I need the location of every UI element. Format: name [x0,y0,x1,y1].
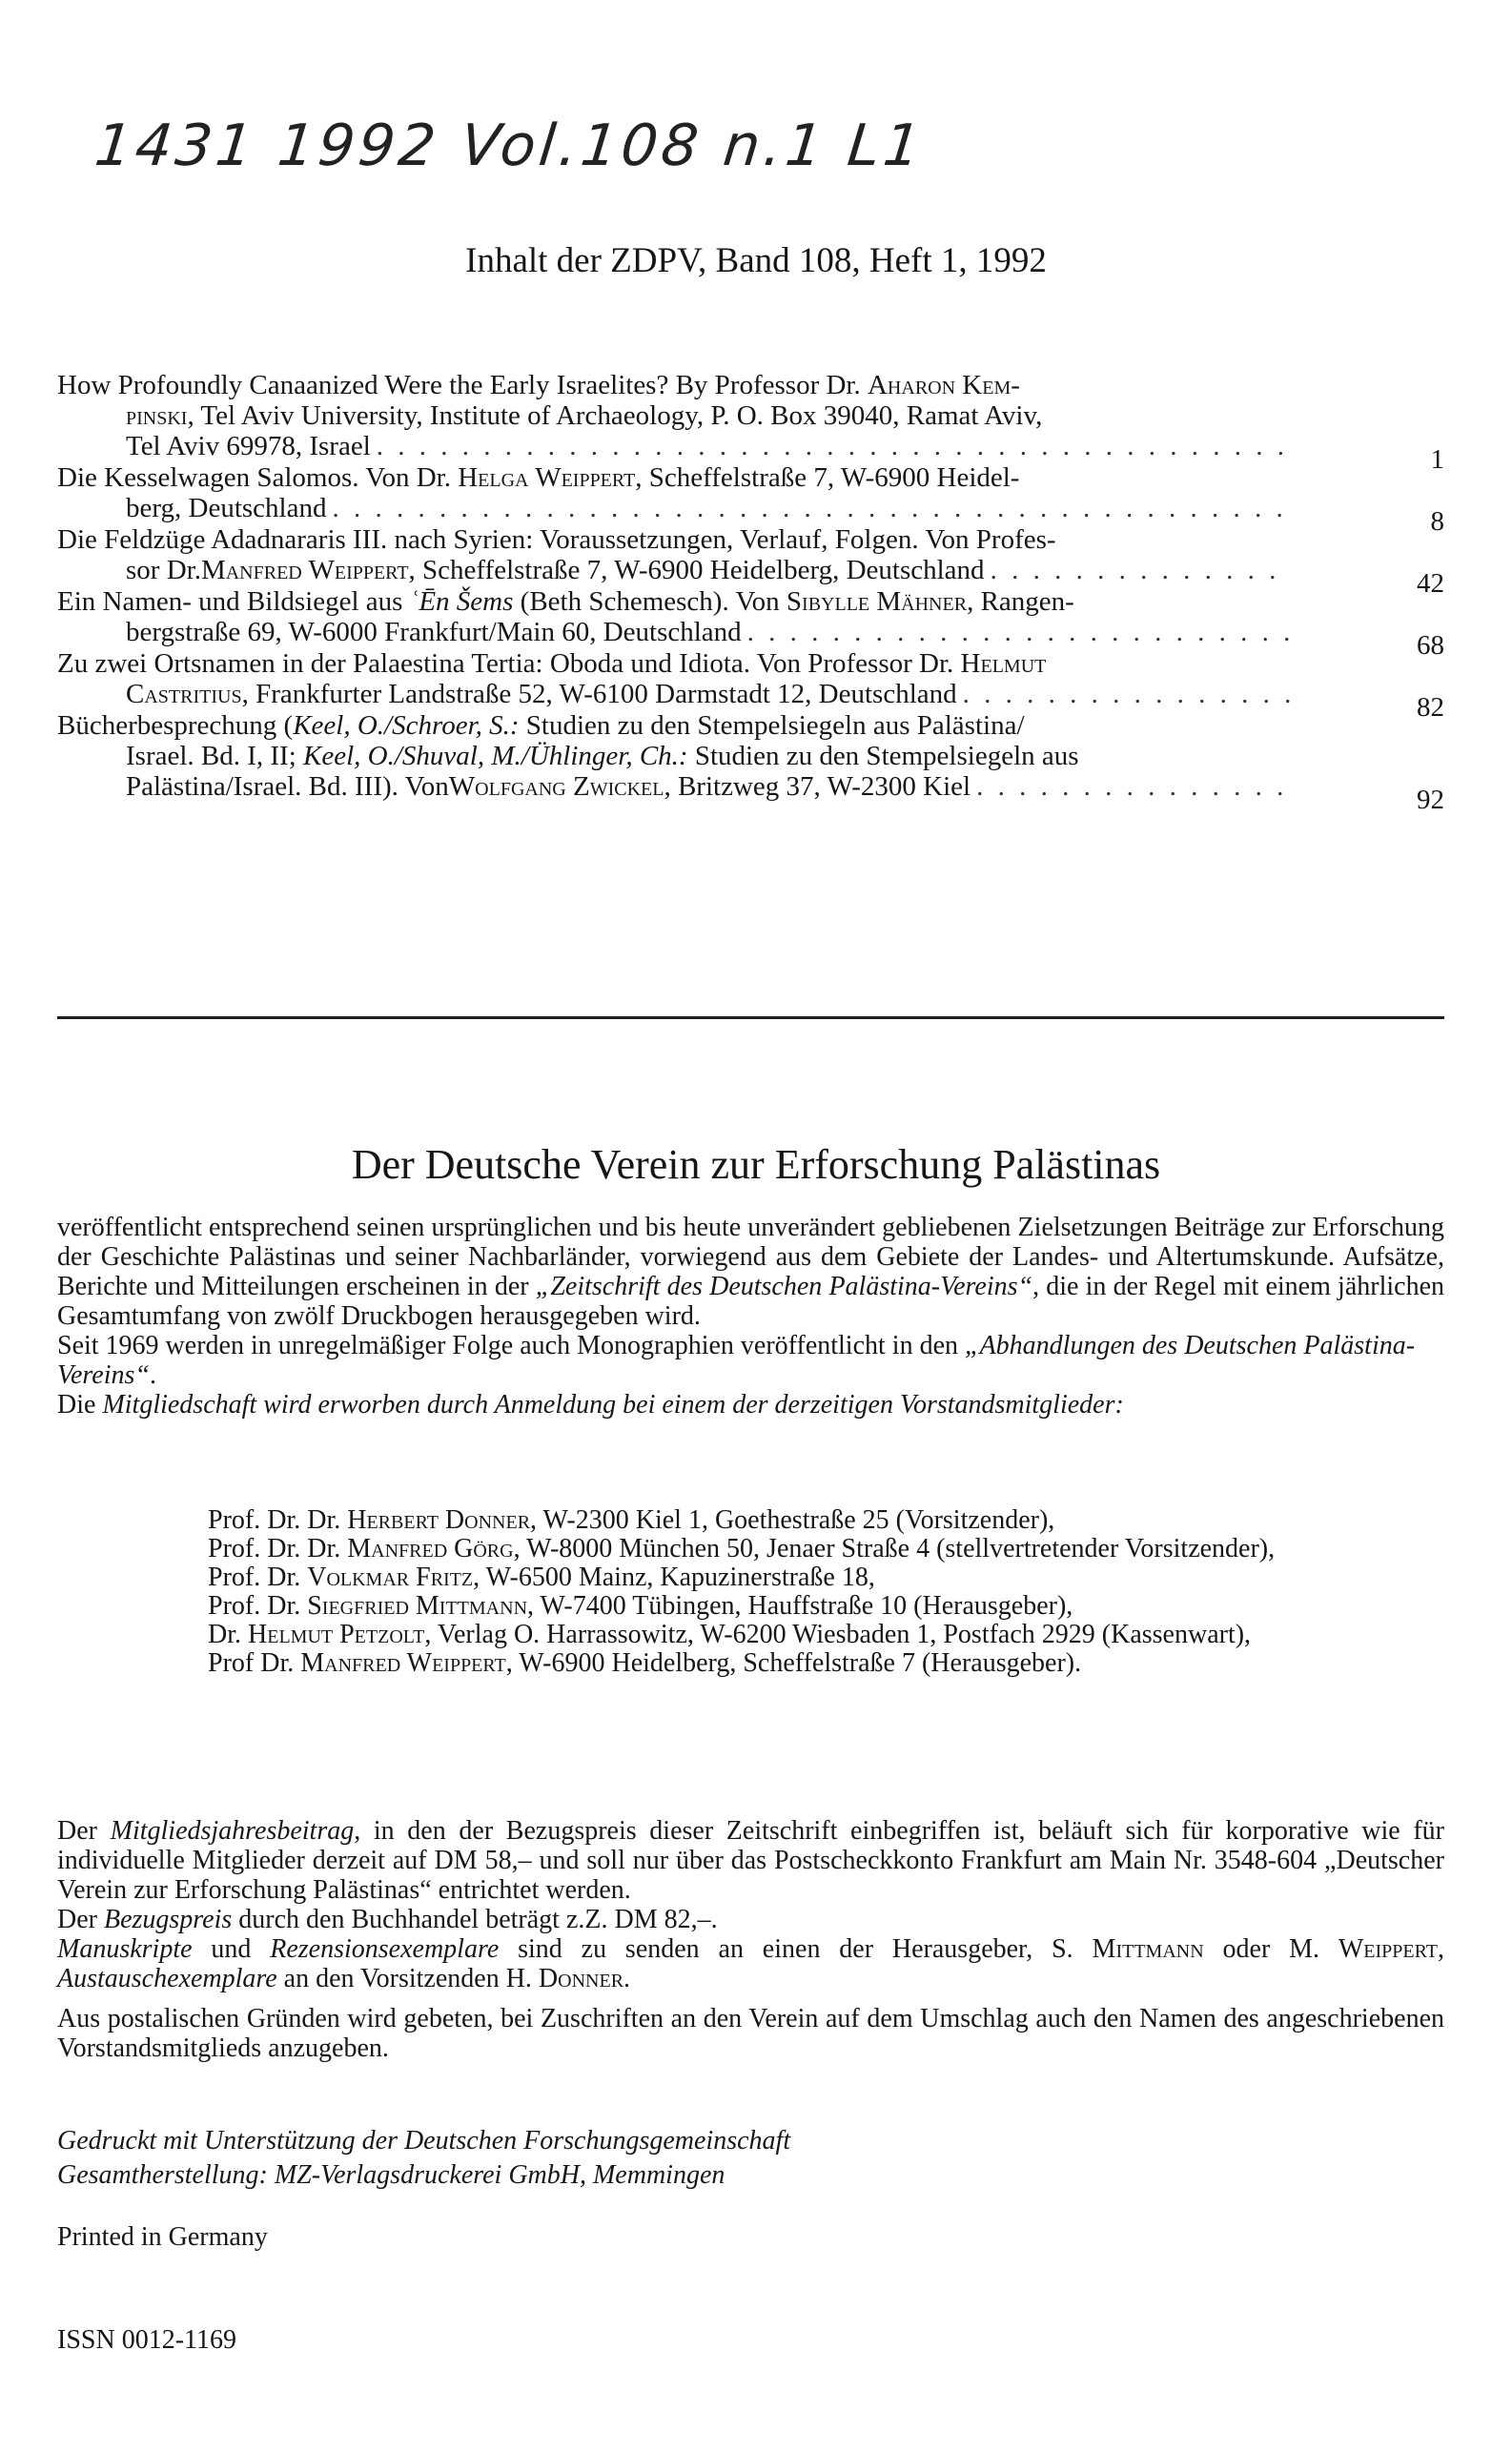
contents-title: Inhalt der ZDPV, Band 108, Heft 1, 1992 [465,241,1047,280]
issn: ISSN 0012-1169 [57,2325,236,2355]
toc-page-number: 82 [1417,692,1444,723]
toc-page-number: 92 [1417,785,1444,815]
handwritten-shelfmark: 1431 1992 Vol.108 n.1 L1 [92,112,928,179]
toc-author: pinski [126,400,188,431]
leader-dots [991,555,1292,585]
table-of-contents [57,370,1444,815]
member-name: Helmut Petzolt [248,1620,425,1649]
paragraph: Seit 1969 werden in unregelmäßiger Folge auch Monographien veröffentlicht in den „Abhandlungen des Deutschen Palästina-Vereins“. [57,1331,1416,1390]
leader-dots [377,431,1292,461]
list-item: Prof. Dr. Siegfried Mittmann, W-7400 Tübingen, Hauffstraße 10 (Herausgeber), [208,1591,1073,1621]
toc-entry[interactable]: Bücherbesprechung (Keel, O./Schroer, S.: Studien zu den Stempelsiegeln aus Palästina/ Israel. Bd. I, II; Keel, O./Shuval, M./Ühlinger, Ch.: Studien zu den Stempelsiegeln aus Palästina/Israel. Bd. III). Von Wolfgang Zwickel , Britzweg 37, W-2300 Kiel . . . 92 [57,710,1444,802]
printer-line: Gesamtherstellung: MZ-Verlagsdruckerei GmbH, Memmingen [57,2160,725,2190]
member-name: Siegfried Mittmann [307,1591,528,1621]
funding-line: Gedruckt mit Unterstützung der Deutschen Forschungsgemeinschaft [57,2126,791,2156]
toc-entry[interactable]: Die Kesselwagen Salomos. Von Dr. Helga Weippert, Scheffelstraße 7, W-6900 Heidel- berg, Deutschland . . . 8 [57,462,1444,523]
paragraph: veröffentlicht entsprechend seinen ursprünglichen und bis heute unverändert gebliebenen Zielsetzungen Beiträge zur Erforschung der Geschichte Palästinas und seiner Nachbarländer, vorwiegend aus dem Gebiete der Landes- und Altertumskunde. Aufsätze, Berichte und Mitteilungen erscheinen in der „Zeitschrift des Deutschen Palästina-Vereins“, die in der Regel mit einem jährlichen Gesamtumfang von zwölf Druckbogen herausgegeben wird. [57,1213,1444,1331]
printing-credits [57,2124,790,2193]
member-name: Manfred Görg [347,1534,514,1563]
toc-entry[interactable]: Die Feldzüge Adadnararis III. nach Syrien: Voraussetzungen, Verlauf, Folgen. Von Profes- sor Dr. Manfred Weippert , Scheffelstraße 7, W-6900 Heidelberg, Deutschland . . . 42 [57,524,1444,585]
toc-entry[interactable]: Zu zwei Ortsnamen in der Palaestina Tertia: Oboda und Idiota. Von Professor Dr. Helmut Castritius , Frankfurter Landstraße 52, W-6100 Darmstadt 12, Deutschland . . . 82 [57,648,1444,709]
paragraph: Der Mitgliedsjahresbeitrag, in den der Bezugspreis dieser Zeitschrift einbegriffen ist, beläuft sich für korporative wie für individuelle Mitglieder derzeit auf DM 58,– und soll nur über das Postscheckkonto Frankfurt am Main Nr. 3548-604 „Deutscher Verein zur Erforschung Palästinas“ entrichtet werden. [57,1816,1444,1905]
list-item: Prof. Dr. Volkmar Fritz, W-6500 Mainz, Kapuzinerstraße 18, [208,1563,875,1592]
list-item: Prof. Dr. Dr. Manfred Görg, W-8000 München 50, Jenaer Straße 4 (stellvertretender Vorsitzender), [208,1534,1276,1563]
board-members-list [208,1506,1444,1678]
fees-paragraph [57,1816,1444,1993]
member-name: Volkmar Fritz [307,1563,474,1592]
toc-page-number: 1 [1430,444,1444,475]
member-name: Herbert Donner [347,1505,531,1535]
paragraph: Aus postalischen Gründen wird gebeten, bei Zuschriften an den Verein auf dem Umschlag auch den Namen des angeschriebenen Vorstandsmitglieds anzugeben. [57,2004,1444,2063]
toc-author: Castritius [126,679,242,709]
printed-in: Printed in Germany [57,2222,268,2252]
toc-page-number: 8 [1430,506,1444,537]
paragraph: Manuskripte und Rezensionsexemplare sind zu senden an einen der Herausgeber, S. Mittmann oder M. Weippert, Austauschexemplare an den Vorsitzenden H. Donner. [57,1934,1444,1993]
toc-author: Aharon Kem- [867,370,1020,400]
toc-author: Sibylle Mähner [786,586,968,617]
toc-author: Manfred Weippert [200,555,409,585]
leader-dots [976,771,1292,802]
toc-author: Helmut [960,648,1047,679]
toc-entry[interactable]: Ein Namen- und Bildsiegel aus ʿĒn Šems (Beth Schemesch). Von Sibylle Mähner, Rangen- bergstraße 69, W-6000 Frankfurt/Main 60, Deutschland . . . 68 [57,586,1444,647]
toc-entry[interactable]: How Profoundly Canaanized Were the Early Israelites? By Professor Dr. Aharon Kem- pinski, Tel Aviv University, Institute of Archaeology, P. O. Box 39040, Ramat Aviv, Tel Aviv 69978, Israel . . . 1 [57,370,1444,461]
toc-author: Wolfgang Zwickel [448,771,664,802]
list-item: Prof Dr. Manfred Weippert, W-6900 Heidelberg, Scheffelstraße 7 (Herausgeber). [208,1648,1082,1678]
list-item: Prof. Dr. Dr. Herbert Donner, W-2300 Kiel 1, Goethestraße 25 (Vorsitzender), [208,1505,1055,1535]
society-heading: Der Deutsche Verein zur Erforschung Palästinas [351,1141,1161,1188]
horizontal-rule [57,1016,1444,1019]
postal-note [57,2004,1444,2063]
paragraph: Der Bezugspreis durch den Buchhandel beträgt z.Z. DM 82,–. [57,1905,718,1934]
toc-page-number: 42 [1417,568,1444,599]
leader-dots [747,617,1292,647]
society-description [57,1213,1444,1420]
paragraph: Die Mitgliedschaft wird erworben durch Anmeldung bei einem der derzeitigen Vorstandsmitglieder: [57,1390,1124,1420]
list-item: Dr. Helmut Petzolt, Verlag O. Harrassowitz, W-6200 Wiesbaden 1, Postfach 2929 (Kassenwart), [208,1620,1252,1649]
toc-author: Helga Weippert [458,462,636,493]
leader-dots [963,679,1292,709]
member-name: Manfred Weippert [300,1648,506,1678]
leader-dots [332,493,1292,523]
toc-page-number: 68 [1417,630,1444,661]
